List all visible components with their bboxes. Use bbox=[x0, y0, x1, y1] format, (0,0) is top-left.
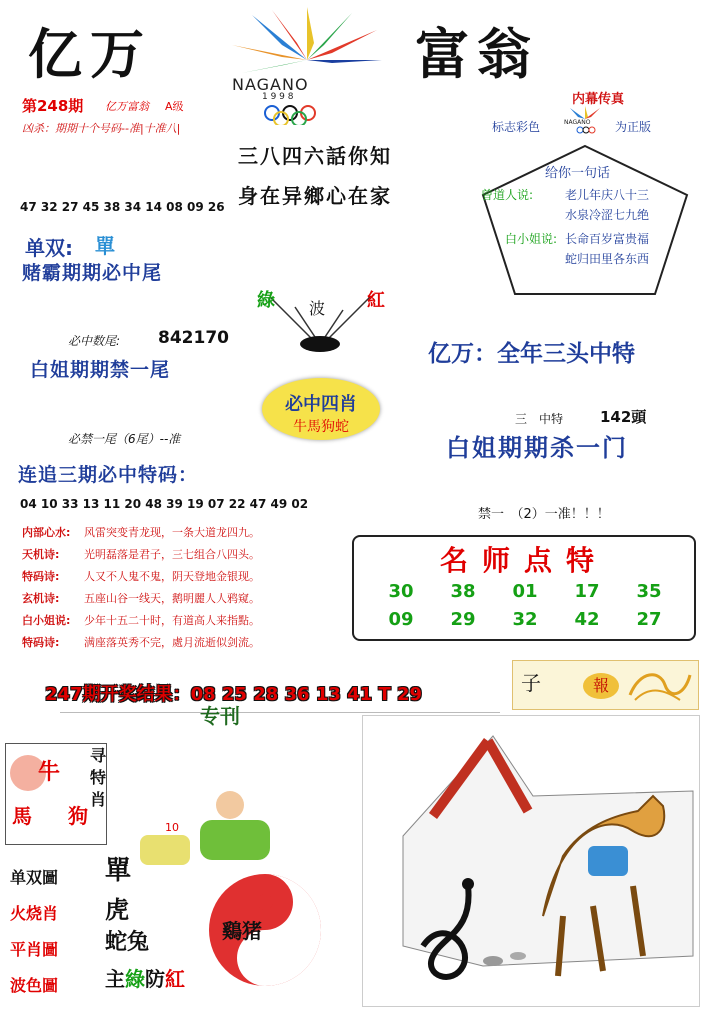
poem-row bbox=[22, 610, 352, 632]
tail-tagline: 白姐期期禁一尾 bbox=[30, 359, 171, 381]
master-number: 42 bbox=[574, 609, 600, 630]
poem-row bbox=[22, 566, 352, 588]
label-wave: 波色圖 bbox=[10, 976, 59, 995]
poem-row bbox=[22, 632, 352, 654]
pentagon-box bbox=[475, 140, 695, 300]
color-guard: 防 bbox=[145, 967, 165, 991]
poem-row bbox=[22, 588, 352, 610]
logo-year: 1 9 9 8 bbox=[262, 92, 294, 102]
master-title: 名师点特 bbox=[439, 544, 608, 577]
zodiac-banner-left: 子 bbox=[521, 671, 541, 695]
title-left: 亿万 bbox=[28, 22, 152, 86]
chain-title: 连追三期必中特码： bbox=[18, 464, 199, 486]
fax-logo-text: NAGANO bbox=[564, 119, 591, 126]
special-banner bbox=[160, 700, 300, 726]
title-right: 富翁 bbox=[415, 22, 539, 86]
issue-grade: A级 bbox=[165, 100, 184, 113]
tiger-value: 虎 bbox=[105, 896, 129, 924]
left-cartoon-panel bbox=[0, 735, 355, 1008]
poem-text: 光明磊落是君子，三七组合八四头。 bbox=[84, 548, 260, 561]
zodiac-ox: 牛 bbox=[38, 760, 61, 785]
issue-brand: 亿万富翁 bbox=[105, 100, 149, 113]
poem-text: 人又不人鬼不鬼，阴天登地金银现。 bbox=[84, 570, 260, 583]
wave-graphic bbox=[255, 282, 385, 357]
color-main: 主 bbox=[105, 967, 125, 991]
single-double-tagline: 赌霸期期必中尾 bbox=[22, 262, 163, 284]
four-zodiac-value: 牛馬狗蛇 bbox=[293, 419, 349, 435]
numbers-line-2: 04 10 33 13 11 20 48 39 19 07 22 47 49 02 bbox=[20, 497, 309, 511]
horse-snake-illustration bbox=[363, 716, 699, 1006]
issue-subtitle: 凶杀：期期十个号码--准|十准八| bbox=[22, 122, 181, 135]
color-green: 綠 bbox=[125, 967, 145, 991]
fax-right: 为正版 bbox=[615, 120, 652, 134]
color-line bbox=[105, 963, 185, 992]
three-head-label: 三 中特 bbox=[515, 412, 564, 426]
result-line: 247期开奖结果：08 25 28 36 13 41 T 29 bbox=[45, 684, 423, 705]
label-flat: 平肖圖 bbox=[10, 940, 59, 959]
color-red: 紅 bbox=[165, 967, 185, 991]
master-number: 35 bbox=[636, 581, 662, 602]
zodiac-dog: 狗 bbox=[68, 804, 88, 828]
logo-text: NAGANO bbox=[232, 75, 309, 94]
right-cartoon-panel bbox=[362, 715, 700, 1007]
fax-left: 标志彩色 bbox=[492, 120, 541, 134]
three-head-tagline: 白姐期期杀一门 bbox=[446, 434, 628, 462]
pentagon-row1-line2: 水泉冷涩七九绝 bbox=[565, 208, 650, 222]
zodiac-banner-right: 報 bbox=[583, 673, 619, 699]
master-box bbox=[352, 535, 696, 641]
chicken-pig-value: 鷄猪 bbox=[222, 919, 262, 943]
label-single-double: 单双圖 bbox=[10, 868, 59, 887]
special-banner-text: 专刊 bbox=[200, 704, 240, 728]
four-zodiac-badge bbox=[262, 378, 380, 440]
poem-text: 五座山谷一线天，鹅明麗人人鸦窥。 bbox=[84, 592, 260, 605]
slogan-line-2: 身在异鄉心在家 bbox=[238, 184, 392, 208]
slogan-line-1: 三八四六話你知 bbox=[238, 144, 392, 168]
labels-column bbox=[10, 860, 80, 1004]
master-number: 29 bbox=[450, 609, 476, 630]
poem-text: 风雷突变青龙现，一条大道龙四九。 bbox=[84, 526, 260, 539]
olympic-logo bbox=[212, 5, 402, 125]
yiwan-line: 亿万：全年三头中特 bbox=[428, 341, 635, 367]
numbers-line-1: 47 32 27 45 38 34 14 08 09 26 bbox=[20, 200, 225, 214]
poem-row bbox=[22, 544, 352, 566]
poem-label: 白小姐说: bbox=[22, 614, 71, 627]
poem-label: 内部心水: bbox=[22, 526, 71, 539]
flower-logo-icon bbox=[212, 5, 402, 125]
wave-blue: 波 bbox=[309, 299, 326, 318]
ten-badge: 10 bbox=[165, 821, 179, 834]
wave-green: 綠 bbox=[257, 290, 275, 311]
ban-door: 禁一 （2）一准！！！ bbox=[478, 507, 610, 522]
poem-label: 特码诗: bbox=[22, 570, 60, 583]
vertical-label: 寻特肖 bbox=[90, 746, 107, 809]
poem-text: 少年十五二十时，有道高人来指點。 bbox=[84, 614, 260, 627]
issue-number: 第248期 bbox=[22, 97, 84, 115]
master-row-1 bbox=[370, 581, 680, 602]
pentagon-row2-label: 白小姐说: bbox=[505, 232, 558, 246]
single-value: 單 bbox=[105, 856, 132, 886]
master-number: 30 bbox=[388, 581, 414, 602]
zodiac-horse: 馬 bbox=[12, 804, 32, 828]
label-fire: 火烧肖 bbox=[10, 904, 59, 923]
pentagon-row1-line1: 老儿年庆八十三 bbox=[565, 188, 650, 202]
pentagon-title: 给你一句话 bbox=[545, 166, 611, 181]
master-number: 17 bbox=[574, 581, 600, 602]
tail-label: 必中数尾: bbox=[68, 334, 121, 348]
pentagon-row2-line2: 蛇归田里各东西 bbox=[565, 252, 650, 266]
monk-icon bbox=[130, 775, 290, 875]
zodiac-banner bbox=[512, 660, 699, 710]
poem-label: 特码诗: bbox=[22, 636, 60, 649]
dragon-swirl-icon bbox=[625, 665, 695, 705]
master-number: 32 bbox=[512, 609, 538, 630]
master-number: 09 bbox=[388, 609, 414, 630]
poem-list bbox=[22, 522, 352, 654]
pentagon-row1-label: 曾道人说: bbox=[481, 188, 534, 202]
single-double-value: 單 bbox=[95, 234, 115, 258]
monk-figure bbox=[130, 775, 290, 875]
master-number: 27 bbox=[636, 609, 662, 630]
tail-value: 842170 bbox=[158, 328, 229, 348]
pentagon-row2-line1: 长命百岁富贵福 bbox=[565, 232, 650, 246]
ban-tail: 必禁一尾（6尾）--准 bbox=[68, 432, 181, 446]
fax-logo bbox=[560, 105, 610, 135]
single-double-label: 单双: bbox=[25, 236, 73, 260]
three-head-value: 142頭 bbox=[600, 408, 647, 426]
poem-row bbox=[22, 522, 352, 544]
poem-text: 满座落英秀不完，處月流逝似剑流。 bbox=[84, 636, 260, 649]
master-row-2 bbox=[370, 609, 680, 630]
master-number: 01 bbox=[512, 581, 538, 602]
poem-label: 玄机诗: bbox=[22, 592, 60, 605]
snake-rabbit-value: 蛇兔 bbox=[105, 930, 150, 955]
fax-title: 内幕传真 bbox=[572, 92, 625, 107]
poem-label: 天机诗: bbox=[22, 548, 60, 561]
four-zodiac-title: 必中四肖 bbox=[285, 394, 357, 415]
master-number: 38 bbox=[450, 581, 476, 602]
wave-red: 紅 bbox=[367, 290, 385, 311]
